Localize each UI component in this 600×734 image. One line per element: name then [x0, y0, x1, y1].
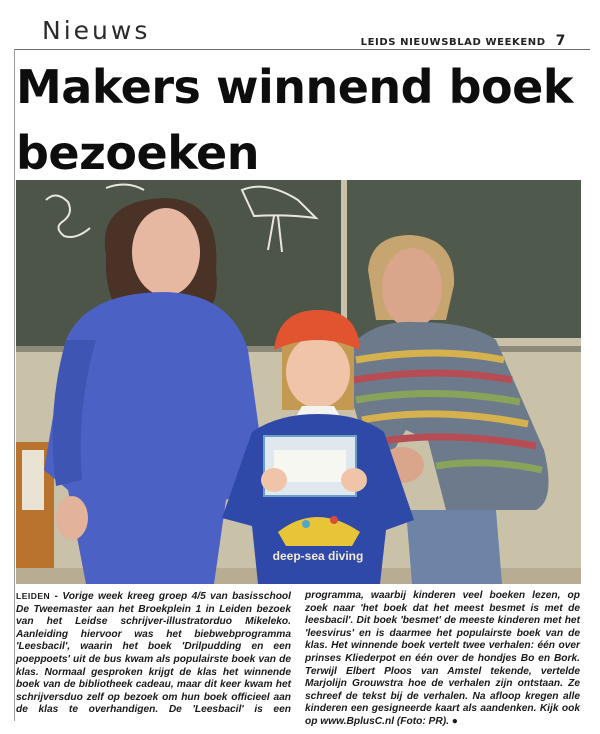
column-rule	[14, 49, 15, 721]
paper-name: LEIDS NIEUWSBLAD WEEKEND	[360, 37, 546, 48]
headline-line-2: bezoeken	[16, 126, 260, 180]
sweater-text: deep-sea diving	[272, 549, 364, 563]
page-number: 7	[555, 33, 566, 49]
poster	[22, 450, 44, 510]
header-rule	[14, 49, 590, 50]
headline-line-1: Makers winnend boek	[16, 60, 573, 114]
dateline: LEIDEN	[16, 591, 51, 601]
article-photo	[16, 180, 581, 584]
article-text: - Vorige week kreeg groep 4/5 van basisschool De Tweemaster aan het Broekplein 1 in Leiden bezoek van het Leidse schrijver-illustratorduo Mikeleko. Aanleiding hiervoor was het biebwebprogramma 'Leesbacil', waarin het boek 'Drilpudding en een poeppoets' uit de bus kwam als populairste boek van de klas. Normaal gesproken krijgt de klas het winnende boek van de bibliotheek cadeau, maar dit keer kwam het schrijversduo zelf op bezoek om hun boek officieel aan de klas te overhandigen. De 'Leesbacil' is een programma, waarbij kinderen veel boeken lezen, op zoek naar 'het boek dat het meest besmet is met de leesbacil'. Dit boek 'besmet' de meeste kinderen met het 'leesvirus' en is daarmee het populairste boek van de klas. Het winnende boek vertelt twee verhalen: één over prinses Kliederpot en één over de hondjes Bo en Bork. Terwijl Elbert Ploos van Amstel tekende, vertelde Marjolijn Grouwstra hoe de verhalen zijn ontstaan. Ze schreef de tekst bij de verhalen. Na afloop kregen alle kinderen een gesigneerde kaart als aandenken. Kijk ook op www.BplusC.nl (Foto: PR).	[16, 590, 580, 727]
end-mark: ●	[448, 715, 458, 727]
article-body	[16, 590, 580, 729]
paper-masthead	[361, 33, 566, 49]
section-title: Nieuws	[42, 16, 151, 45]
photo-illustration	[16, 180, 581, 584]
article-paragraph	[16, 590, 580, 729]
